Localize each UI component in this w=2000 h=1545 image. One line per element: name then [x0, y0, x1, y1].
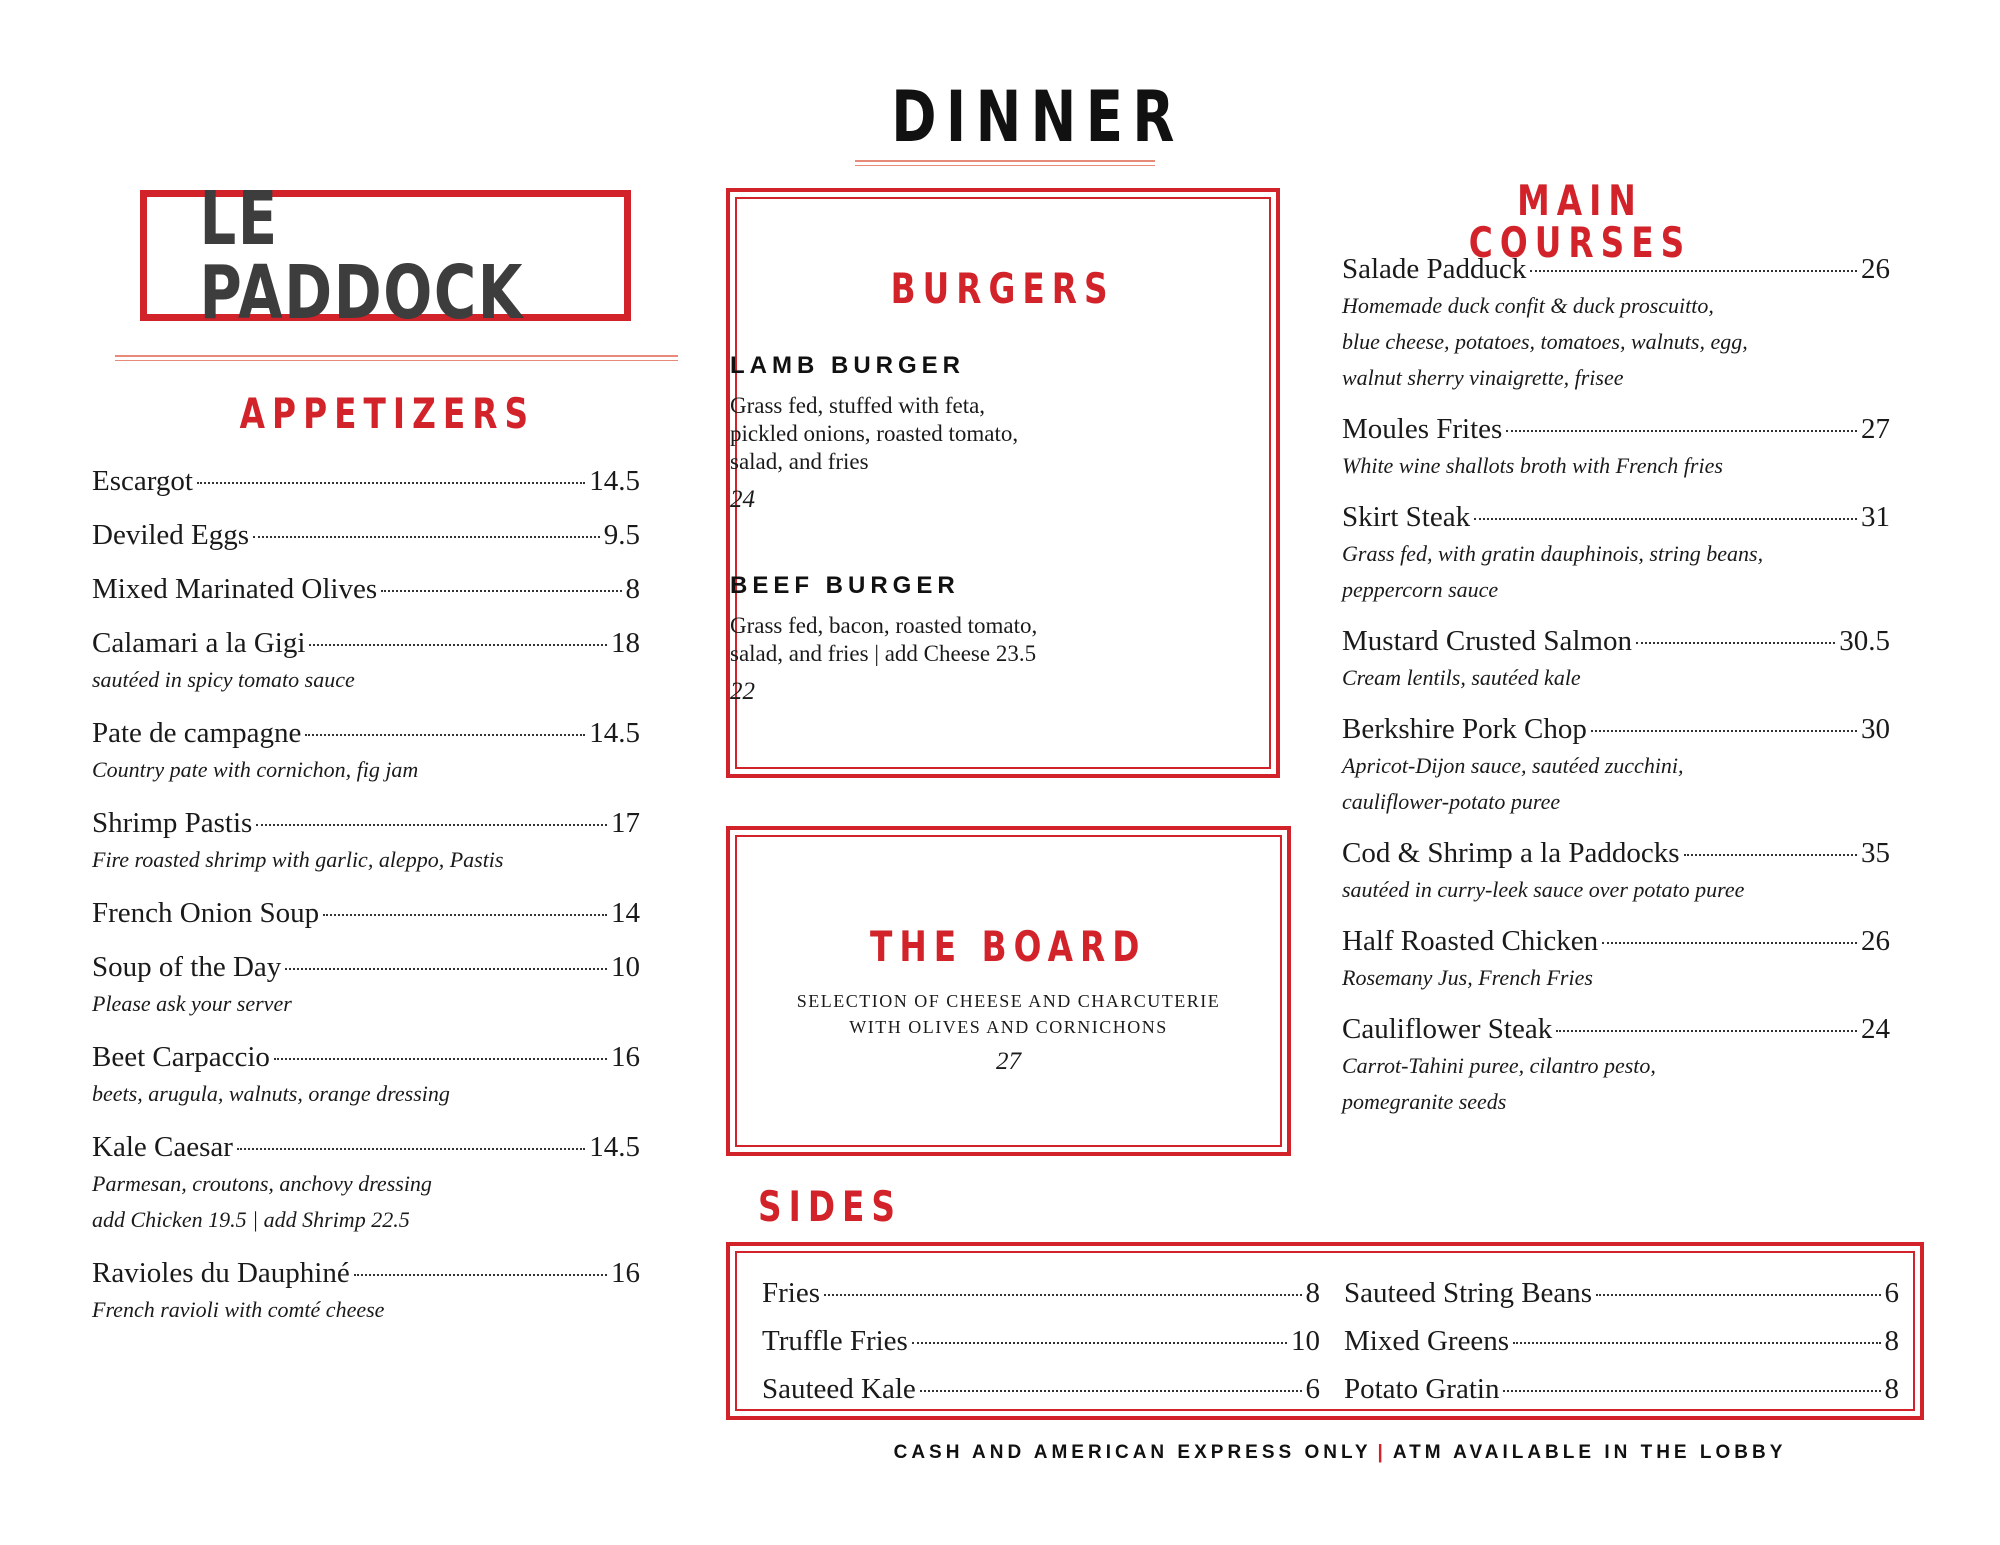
menu-item-description: peppercorn sauce — [1342, 577, 1499, 602]
menu-item-line — [762, 1322, 1320, 1360]
dot-leader — [256, 824, 607, 826]
menu-item — [1342, 710, 1890, 820]
appetizers-heading — [120, 389, 655, 438]
sides-list-right — [1344, 1274, 1899, 1418]
menu-item-line — [762, 1370, 1320, 1408]
menu-item — [1342, 622, 1890, 696]
menu-item-price: 10 — [1291, 1325, 1320, 1357]
menu-item-name: Shrimp Pastis — [92, 807, 253, 839]
atm-note: ATM AVAILABLE IN THE LOBBY — [1392, 1442, 1787, 1463]
page-title: DINNER — [891, 76, 1184, 158]
menu-item — [1344, 1322, 1899, 1360]
menu-item-description: Grass fed, with gratin dauphinois, string beans, — [1342, 541, 1764, 566]
board-price: 27 — [996, 1048, 1021, 1075]
menu-item-line — [1342, 922, 1890, 960]
menu-item-price: 17 — [611, 807, 640, 839]
dot-leader — [920, 1390, 1302, 1392]
menu-item-price: 8 — [625, 573, 640, 605]
lamb-burger-desc-line: pickled onions, roasted tomato, — [730, 421, 1019, 446]
menu-item-name: Skirt Steak — [1342, 501, 1471, 533]
dot-leader — [309, 644, 607, 646]
menu-item — [1342, 834, 1890, 908]
menu-item-description: Apricot-Dijon sauce, sautéed zucchini, — [1342, 753, 1684, 778]
menu-item-price: 8 — [1884, 1325, 1899, 1357]
menu-item-description: Carrot-Tahini puree, cilantro pesto, — [1342, 1053, 1656, 1078]
payment-footer — [760, 1442, 1920, 1464]
menu-item-name: Ravioles du Dauphiné — [92, 1257, 350, 1289]
menu-item — [1342, 410, 1890, 484]
dot-leader — [237, 1148, 585, 1150]
beef-burger-desc — [730, 612, 1276, 668]
dot-leader — [197, 482, 585, 484]
menu-item-description: White wine shallots broth with French fries — [1342, 453, 1723, 478]
menu-item-line — [92, 948, 640, 986]
board-desc — [730, 988, 1287, 1040]
title-divider — [855, 160, 1155, 166]
main-courses-heading-text: MAIN COURSES — [1468, 176, 1692, 267]
menu-item — [92, 462, 640, 500]
menu-item-price: 16 — [611, 1257, 640, 1289]
menu-item-line — [92, 894, 640, 932]
menu-item-description: blue cheese, potatoes, tomatoes, walnuts, egg, — [1342, 329, 1748, 354]
burgers-heading — [730, 264, 1276, 313]
menu-item-price: 30.5 — [1839, 625, 1890, 657]
menu-item-description: Please ask your server — [92, 991, 292, 1016]
footer-separator: | — [1377, 1442, 1387, 1463]
lamb-burger-name: LAMB BURGER — [730, 352, 965, 379]
menu-item-line — [92, 1038, 640, 1076]
menu-item-name: Mixed Greens — [1344, 1325, 1510, 1357]
dot-leader — [1530, 270, 1857, 272]
menu-item-line — [92, 1128, 640, 1166]
menu-item-name: Sauteed String Beans — [1344, 1277, 1593, 1309]
menu-item-price: 26 — [1861, 925, 1890, 957]
dot-leader — [1503, 1390, 1880, 1392]
sides-heading-text: SIDES — [758, 1182, 903, 1231]
dot-leader — [323, 914, 607, 916]
appetizers-heading-text: APPETIZERS — [239, 389, 536, 438]
beef-burger-desc-line: salad, and fries | add Cheese 23.5 — [730, 641, 1037, 666]
menu-item — [762, 1322, 1320, 1360]
dot-leader — [1596, 1294, 1880, 1296]
menu-item-price: 6 — [1305, 1373, 1320, 1405]
dot-leader — [1591, 730, 1857, 732]
menu-item-description: Cream lentils, sautéed kale — [1342, 665, 1581, 690]
beef-burger-item — [730, 572, 1276, 706]
dot-leader — [305, 734, 585, 736]
menu-item-description: walnut sherry vinaigrette, frisee — [1342, 365, 1624, 390]
menu-item-name: Cauliflower Steak — [1342, 1013, 1553, 1045]
menu-item-description: sautéed in spicy tomato sauce — [92, 667, 355, 692]
menu-item-line — [92, 804, 640, 842]
dot-leader — [274, 1058, 607, 1060]
menu-item-name: Soup of the Day — [92, 951, 282, 983]
menu-item-description: Fire roasted shrimp with garlic, aleppo, Pastis — [92, 847, 504, 872]
menu-item — [92, 714, 640, 788]
menu-item-price: 30 — [1861, 713, 1890, 745]
menu-item-description: pomegranite seeds — [1342, 1089, 1507, 1114]
menu-item-name: Escargot — [92, 465, 193, 497]
menu-item — [92, 804, 640, 878]
board-box — [726, 826, 1291, 1156]
appetizers-list — [92, 462, 640, 1344]
menu-item-line — [1344, 1322, 1899, 1360]
menu-item-description: Homemade duck confit & duck proscuitto, — [1342, 293, 1714, 318]
dot-leader — [253, 536, 600, 538]
menu-item-line — [762, 1274, 1320, 1312]
menu-item-price: 6 — [1884, 1277, 1899, 1309]
menu-item-price: 26 — [1861, 253, 1890, 285]
menu-item — [92, 1254, 640, 1328]
menu-item — [92, 894, 640, 932]
logo-text: LE PADDOCK — [199, 175, 525, 336]
menu-item-name: Deviled Eggs — [92, 519, 250, 551]
menu-item-description: French ravioli with comté cheese — [92, 1297, 385, 1322]
menu-item-price: 14 — [611, 897, 640, 929]
menu-item — [1344, 1370, 1899, 1408]
beef-burger-desc-line: Grass fed, bacon, roasted tomato, — [730, 613, 1038, 638]
menu-item-price: 35 — [1861, 837, 1890, 869]
menu-item-name: Mustard Crusted Salmon — [1342, 625, 1632, 657]
menu-item — [92, 1038, 640, 1112]
board-heading-text: THE BOARD — [870, 922, 1147, 971]
menu-item — [1342, 498, 1890, 608]
menu-item-name: Mixed Marinated Olives — [92, 573, 378, 605]
dot-leader — [1474, 518, 1857, 520]
menu-item — [1342, 250, 1890, 396]
menu-item-line — [92, 624, 640, 662]
sides-heading — [758, 1182, 943, 1231]
dot-leader — [912, 1342, 1287, 1344]
logo-divider — [115, 355, 678, 361]
menu-item-name: Sauteed Kale — [762, 1373, 916, 1405]
dot-leader — [1513, 1342, 1880, 1344]
menu-item-description: beets, arugula, walnuts, orange dressing — [92, 1081, 450, 1106]
dot-leader — [824, 1294, 1302, 1296]
menu-item — [92, 624, 640, 698]
menu-item — [1344, 1274, 1899, 1312]
menu-item-price: 18 — [611, 627, 640, 659]
menu-item-name: Kale Caesar — [92, 1131, 233, 1163]
dot-leader — [1636, 642, 1835, 644]
lamb-burger-price: 24 — [730, 486, 755, 513]
lamb-burger-desc-line: Grass fed, stuffed with feta, — [730, 393, 986, 418]
dot-leader — [285, 968, 607, 970]
menu-item-name: Moules Frites — [1342, 413, 1503, 445]
menu-item — [92, 570, 640, 608]
menu-item-price: 14.5 — [589, 717, 640, 749]
menu-item-line — [1344, 1370, 1899, 1408]
menu-item-line — [1342, 1010, 1890, 1048]
lamb-burger-desc — [730, 392, 1276, 476]
menu-item-line — [1342, 834, 1890, 872]
menu-item-description: Rosemany Jus, French Fries — [1342, 965, 1593, 990]
menu-item-price: 14.5 — [589, 465, 640, 497]
menu-item-price: 10 — [611, 951, 640, 983]
menu-item-name: Cod & Shrimp a la Paddocks — [1342, 837, 1680, 869]
sides-box — [726, 1242, 1924, 1420]
sides-list-left — [762, 1274, 1320, 1418]
menu-item-name: Pate de campagne — [92, 717, 302, 749]
menu-item-price: 14.5 — [589, 1131, 640, 1163]
lamb-burger-item — [730, 352, 1276, 514]
main-courses-list — [1342, 250, 1890, 1134]
board-desc-line: SELECTION OF CHEESE AND CHARCUTERIE — [796, 991, 1221, 1011]
menu-item-line — [1344, 1274, 1899, 1312]
menu-item-line — [92, 714, 640, 752]
menu-item-line — [92, 462, 640, 500]
menu-item-price: 16 — [611, 1041, 640, 1073]
dot-leader — [1684, 854, 1857, 856]
burgers-box — [726, 188, 1280, 778]
menu-item-line — [1342, 410, 1890, 448]
dot-leader — [1506, 430, 1857, 432]
menu-item-line — [1342, 622, 1890, 660]
dot-leader — [381, 590, 621, 592]
menu-item-name: Beet Carpaccio — [92, 1041, 270, 1073]
lamb-burger-desc-line: salad, and fries — [730, 449, 869, 474]
menu-item-description: sautéed in curry-leek sauce over potato puree — [1342, 877, 1745, 902]
board-heading — [730, 922, 1287, 971]
menu-item-description: cauliflower-potato puree — [1342, 789, 1561, 814]
dot-leader — [1602, 942, 1857, 944]
menu-item — [762, 1370, 1320, 1408]
menu-item-name: French Onion Soup — [92, 897, 320, 929]
menu-item-line — [1342, 710, 1890, 748]
menu-item-price: 27 — [1861, 413, 1890, 445]
dot-leader — [354, 1274, 607, 1276]
restaurant-logo — [140, 175, 631, 336]
menu-item-price: 8 — [1305, 1277, 1320, 1309]
menu-title-block — [850, 76, 1184, 158]
menu-item — [92, 1128, 640, 1238]
menu-item-line — [1342, 250, 1890, 288]
payment-note: CASH AND AMERICAN EXPRESS ONLY — [893, 1442, 1372, 1463]
menu-item — [92, 948, 640, 1022]
menu-item-price: 24 — [1861, 1013, 1890, 1045]
dot-leader — [1556, 1030, 1857, 1032]
menu-item-price: 8 — [1884, 1373, 1899, 1405]
menu-item-description: add Chicken 19.5 | add Shrimp 22.5 — [92, 1207, 410, 1232]
menu-item-description: Country pate with cornichon, fig jam — [92, 757, 419, 782]
menu-item-name: Potato Gratin — [1344, 1373, 1500, 1405]
beef-burger-name: BEEF BURGER — [730, 572, 960, 599]
menu-item — [1342, 922, 1890, 996]
menu-item-price: 31 — [1861, 501, 1890, 533]
menu-item — [92, 516, 640, 554]
menu-item-description: Parmesan, croutons, anchovy dressing — [92, 1171, 432, 1196]
menu-item-line — [1342, 498, 1890, 536]
menu-item-name: Truffle Fries — [762, 1325, 908, 1357]
menu-item-name: Half Roasted Chicken — [1342, 925, 1599, 957]
menu-item — [1342, 1010, 1890, 1120]
beef-burger-price: 22 — [730, 678, 755, 705]
menu-item-line — [92, 516, 640, 554]
menu-item-line — [92, 1254, 640, 1292]
menu-item-price: 9.5 — [603, 519, 640, 551]
menu-item-name: Berkshire Pork Chop — [1342, 713, 1587, 745]
burgers-heading-text: BURGERS — [890, 264, 1116, 313]
menu-item-name: Calamari a la Gigi — [92, 627, 306, 659]
menu-item-name: Fries — [762, 1277, 820, 1309]
menu-item-name: Salade Padduck — [1342, 253, 1527, 285]
board-desc-line: WITH OLIVES AND CORNICHONS — [849, 1017, 1168, 1037]
menu-item — [762, 1274, 1320, 1312]
menu-item-line — [92, 570, 640, 608]
